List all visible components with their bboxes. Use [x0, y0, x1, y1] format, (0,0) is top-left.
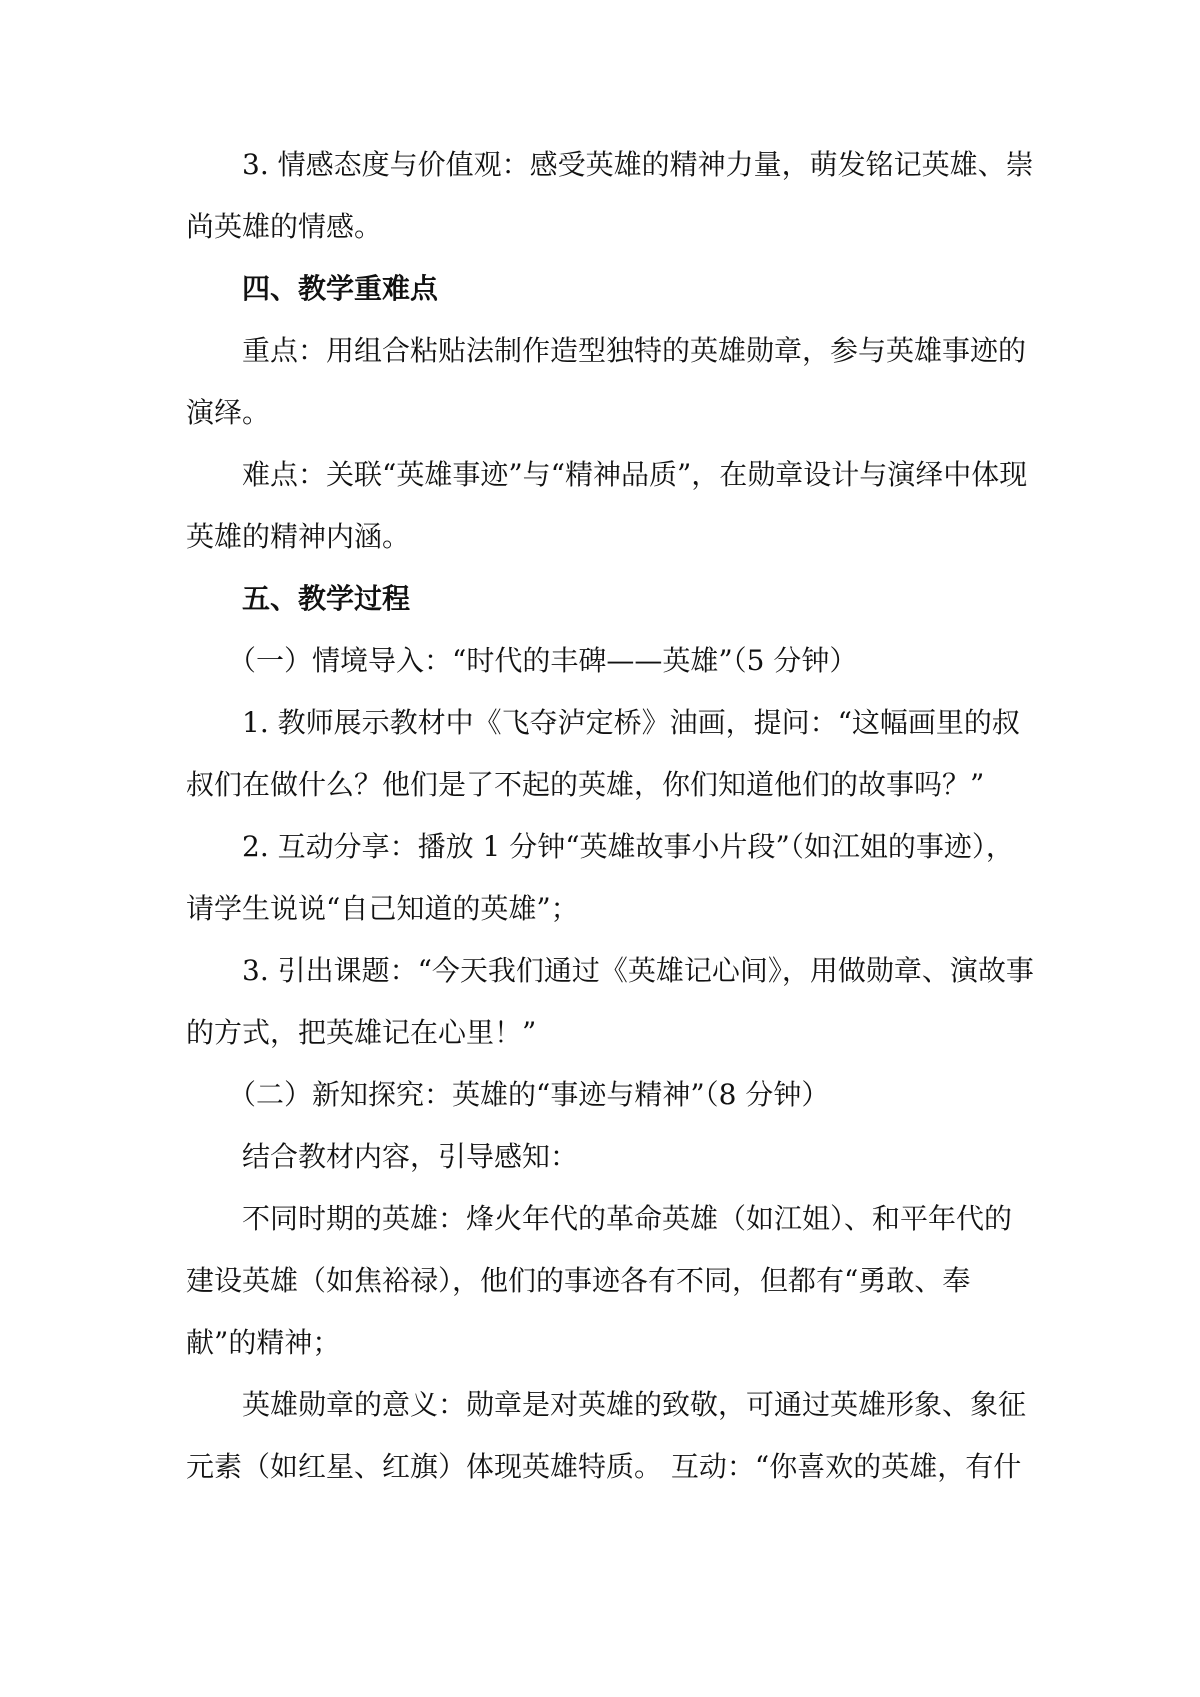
subsection-heading-explore: （二）新知探究：英雄的“事迹与精神”（8 分钟） — [228, 1078, 830, 1111]
subsection-heading-intro: （一）情境导入：“时代的丰碑——英雄”（5 分钟） — [228, 644, 858, 677]
paragraph-difficult-point: 难点：关联“英雄事迹”与“精神品质”，在勋章设计与演绎中体现英雄的精神内涵。 — [186, 458, 1028, 553]
section-heading-key-points: 四、教学重难点 — [242, 272, 439, 305]
paragraph-medal-meaning: 英雄勋章的意义：勋章是对英雄的致敬，可通过英雄形象、象征元素（如红星、红旗）体现英雄特质。 互动：“你喜欢的英雄，有什 — [186, 1388, 1027, 1483]
paragraph-step-2: 2. 互动分享：播放 1 分钟“英雄故事小片段”（如江姐的事迹），请学生说说“自己知道的英雄”； — [186, 830, 1014, 925]
paragraph-guide: 结合教材内容，引导感知： — [242, 1140, 579, 1173]
section-heading-process: 五、教学过程 — [242, 582, 411, 615]
paragraph-key-point: 重点：用组合粘贴法制作造型独特的英雄勋章，参与英雄事迹的演绎。 — [186, 334, 1027, 429]
paragraph-step-3: 3. 引出课题：“今天我们通过《英雄记心间》，用做勋章、演故事的方式，把英雄记在心里！” — [186, 954, 1034, 1049]
paragraph-heroes-periods: 不同时期的英雄：烽火年代的革命英雄（如江姐）、和平年代的建设英雄（如焦裕禄），他们的事迹各有不同，但都有“勇敢、奉献”的精神； — [186, 1202, 1013, 1359]
paragraph-values-goal: 3. 情感态度与价值观：感受英雄的精神力量，萌发铭记英雄、崇尚英雄的情感。 — [186, 148, 1034, 243]
paragraph-step-1: 1. 教师展示教材中《飞夺泸定桥》油画，提问：“这幅画里的叔叔们在做什么？他们是了不起的英雄，你们知道他们的故事吗？” — [186, 706, 1020, 801]
